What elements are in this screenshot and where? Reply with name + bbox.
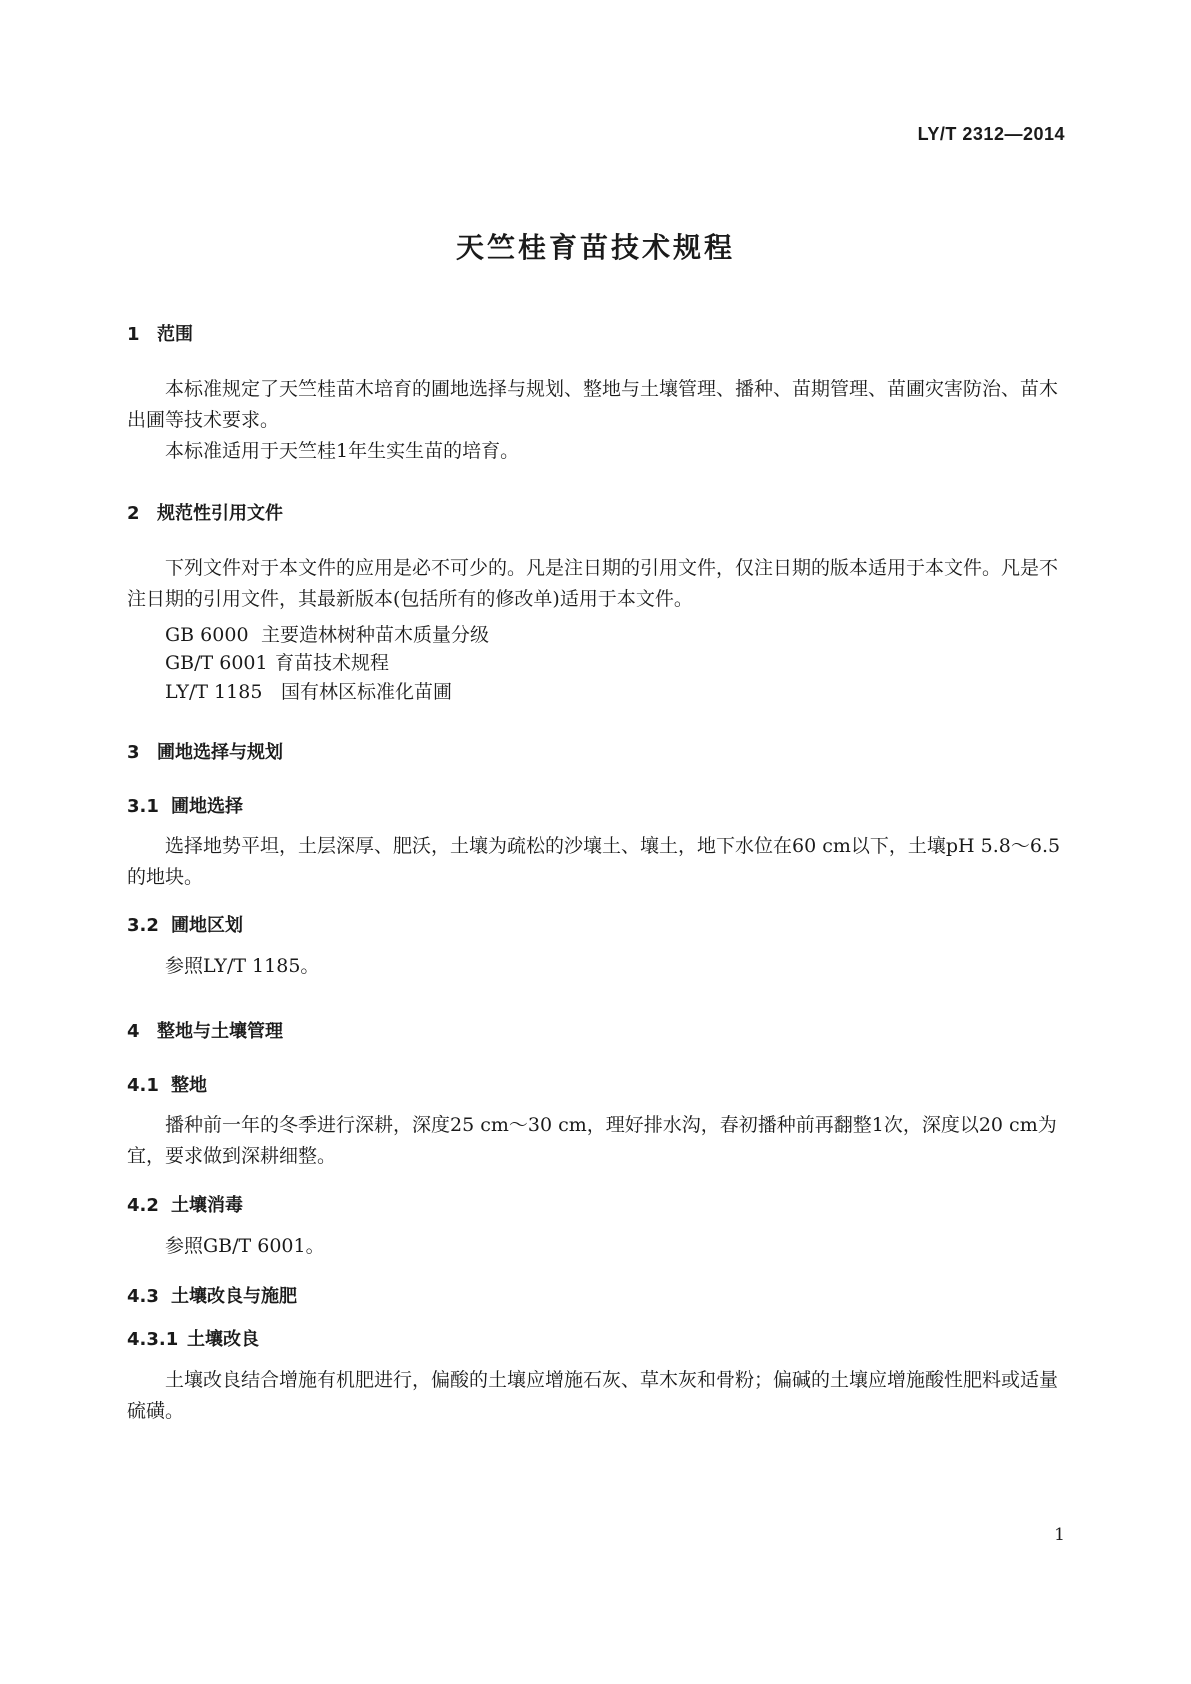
section-2-heading [127, 499, 283, 525]
reference-item [165, 648, 389, 675]
section-title: 土壤消毒 [171, 1195, 243, 1216]
section-title: 规范性引用文件 [157, 503, 283, 524]
section-number: 4.3.1 [127, 1329, 179, 1350]
section-4-2-paragraph: 参照GB/T 6001。 [165, 1235, 325, 1257]
reference-item [165, 620, 489, 647]
section-3-1-paragraph: 选择地势平坦，土层深厚、肥沃，土壤为疏松的沙壤土、壤土，地下水位在60 cm以下，土壤pH 5.8～6.5的地块。 [127, 835, 1061, 888]
section-number: 4.3 [127, 1286, 159, 1307]
reference-code: GB 6000 [165, 624, 249, 646]
section-title: 范围 [157, 324, 193, 345]
section-number: 3.2 [127, 915, 159, 936]
section-number: 3.1 [127, 796, 159, 817]
section-4-1-heading [127, 1071, 207, 1097]
reference-title: 国有林区标准化苗圃 [281, 681, 453, 703]
section-4-heading [127, 1017, 283, 1043]
reference-title: 育苗技术规程 [275, 652, 390, 674]
section-title: 土壤改良与施肥 [171, 1286, 297, 1307]
section-4-3-heading [127, 1282, 297, 1308]
reference-item [165, 677, 452, 704]
section-4-3-1-heading [127, 1325, 259, 1351]
section-1-heading [127, 320, 193, 346]
section-number: 2 [127, 503, 140, 524]
section-title: 圃地选择 [171, 796, 243, 817]
section-title: 整地 [171, 1075, 207, 1096]
section-4-2-heading [127, 1191, 243, 1217]
section-number: 3 [127, 742, 140, 763]
standard-number: LY/T 2312—2014 [917, 124, 1065, 144]
section-number: 1 [127, 324, 140, 345]
reference-code: LY/T 1185 [165, 681, 263, 703]
reference-code: GB/T 6001 [165, 652, 268, 674]
section-3-2-paragraph: 参照LY/T 1185。 [165, 955, 320, 977]
section-4-1-paragraph: 播种前一年的冬季进行深耕，深度25 cm～30 cm，理好排水沟，春初播种前再翻整1次，深度以20 cm为宜，要求做到深耕细整。 [127, 1114, 1057, 1167]
section-3-2-heading [127, 911, 243, 937]
section-number: 4.1 [127, 1075, 159, 1096]
section-4-3-1-paragraph: 土壤改良结合增施有机肥进行，偏酸的土壤应增施石灰、草木灰和骨粉；偏碱的土壤应增施酸性肥料或适量硫磺。 [127, 1369, 1059, 1422]
section-title: 圃地选择与规划 [157, 742, 283, 763]
section-title: 圃地区划 [171, 915, 243, 936]
section-title: 整地与土壤管理 [157, 1021, 283, 1042]
section-3-heading [127, 738, 283, 764]
document-title: 天竺桂育苗技术规程 [455, 231, 735, 264]
section-3-1-heading [127, 792, 243, 818]
section-1-paragraph-1: 本标准规定了天竺桂苗木培育的圃地选择与规划、整地与土壤管理、播种、苗期管理、苗圃灾害防治、苗木出圃等技术要求。 [127, 378, 1059, 431]
page-number: 1 [1054, 1525, 1065, 1545]
section-number: 4.2 [127, 1195, 159, 1216]
section-number: 4 [127, 1021, 140, 1042]
section-title: 土壤改良 [187, 1329, 259, 1350]
section-1-paragraph-2: 本标准适用于天竺桂1年生实生苗的培育。 [165, 440, 520, 462]
section-2-paragraph-1: 下列文件对于本文件的应用是必不可少的。凡是注日期的引用文件，仅注日期的版本适用于本文件。凡是不注日期的引用文件，其最新版本(包括所有的修改单)适用于本文件。 [127, 557, 1059, 610]
reference-title: 主要造林树种苗木质量分级 [261, 624, 490, 646]
